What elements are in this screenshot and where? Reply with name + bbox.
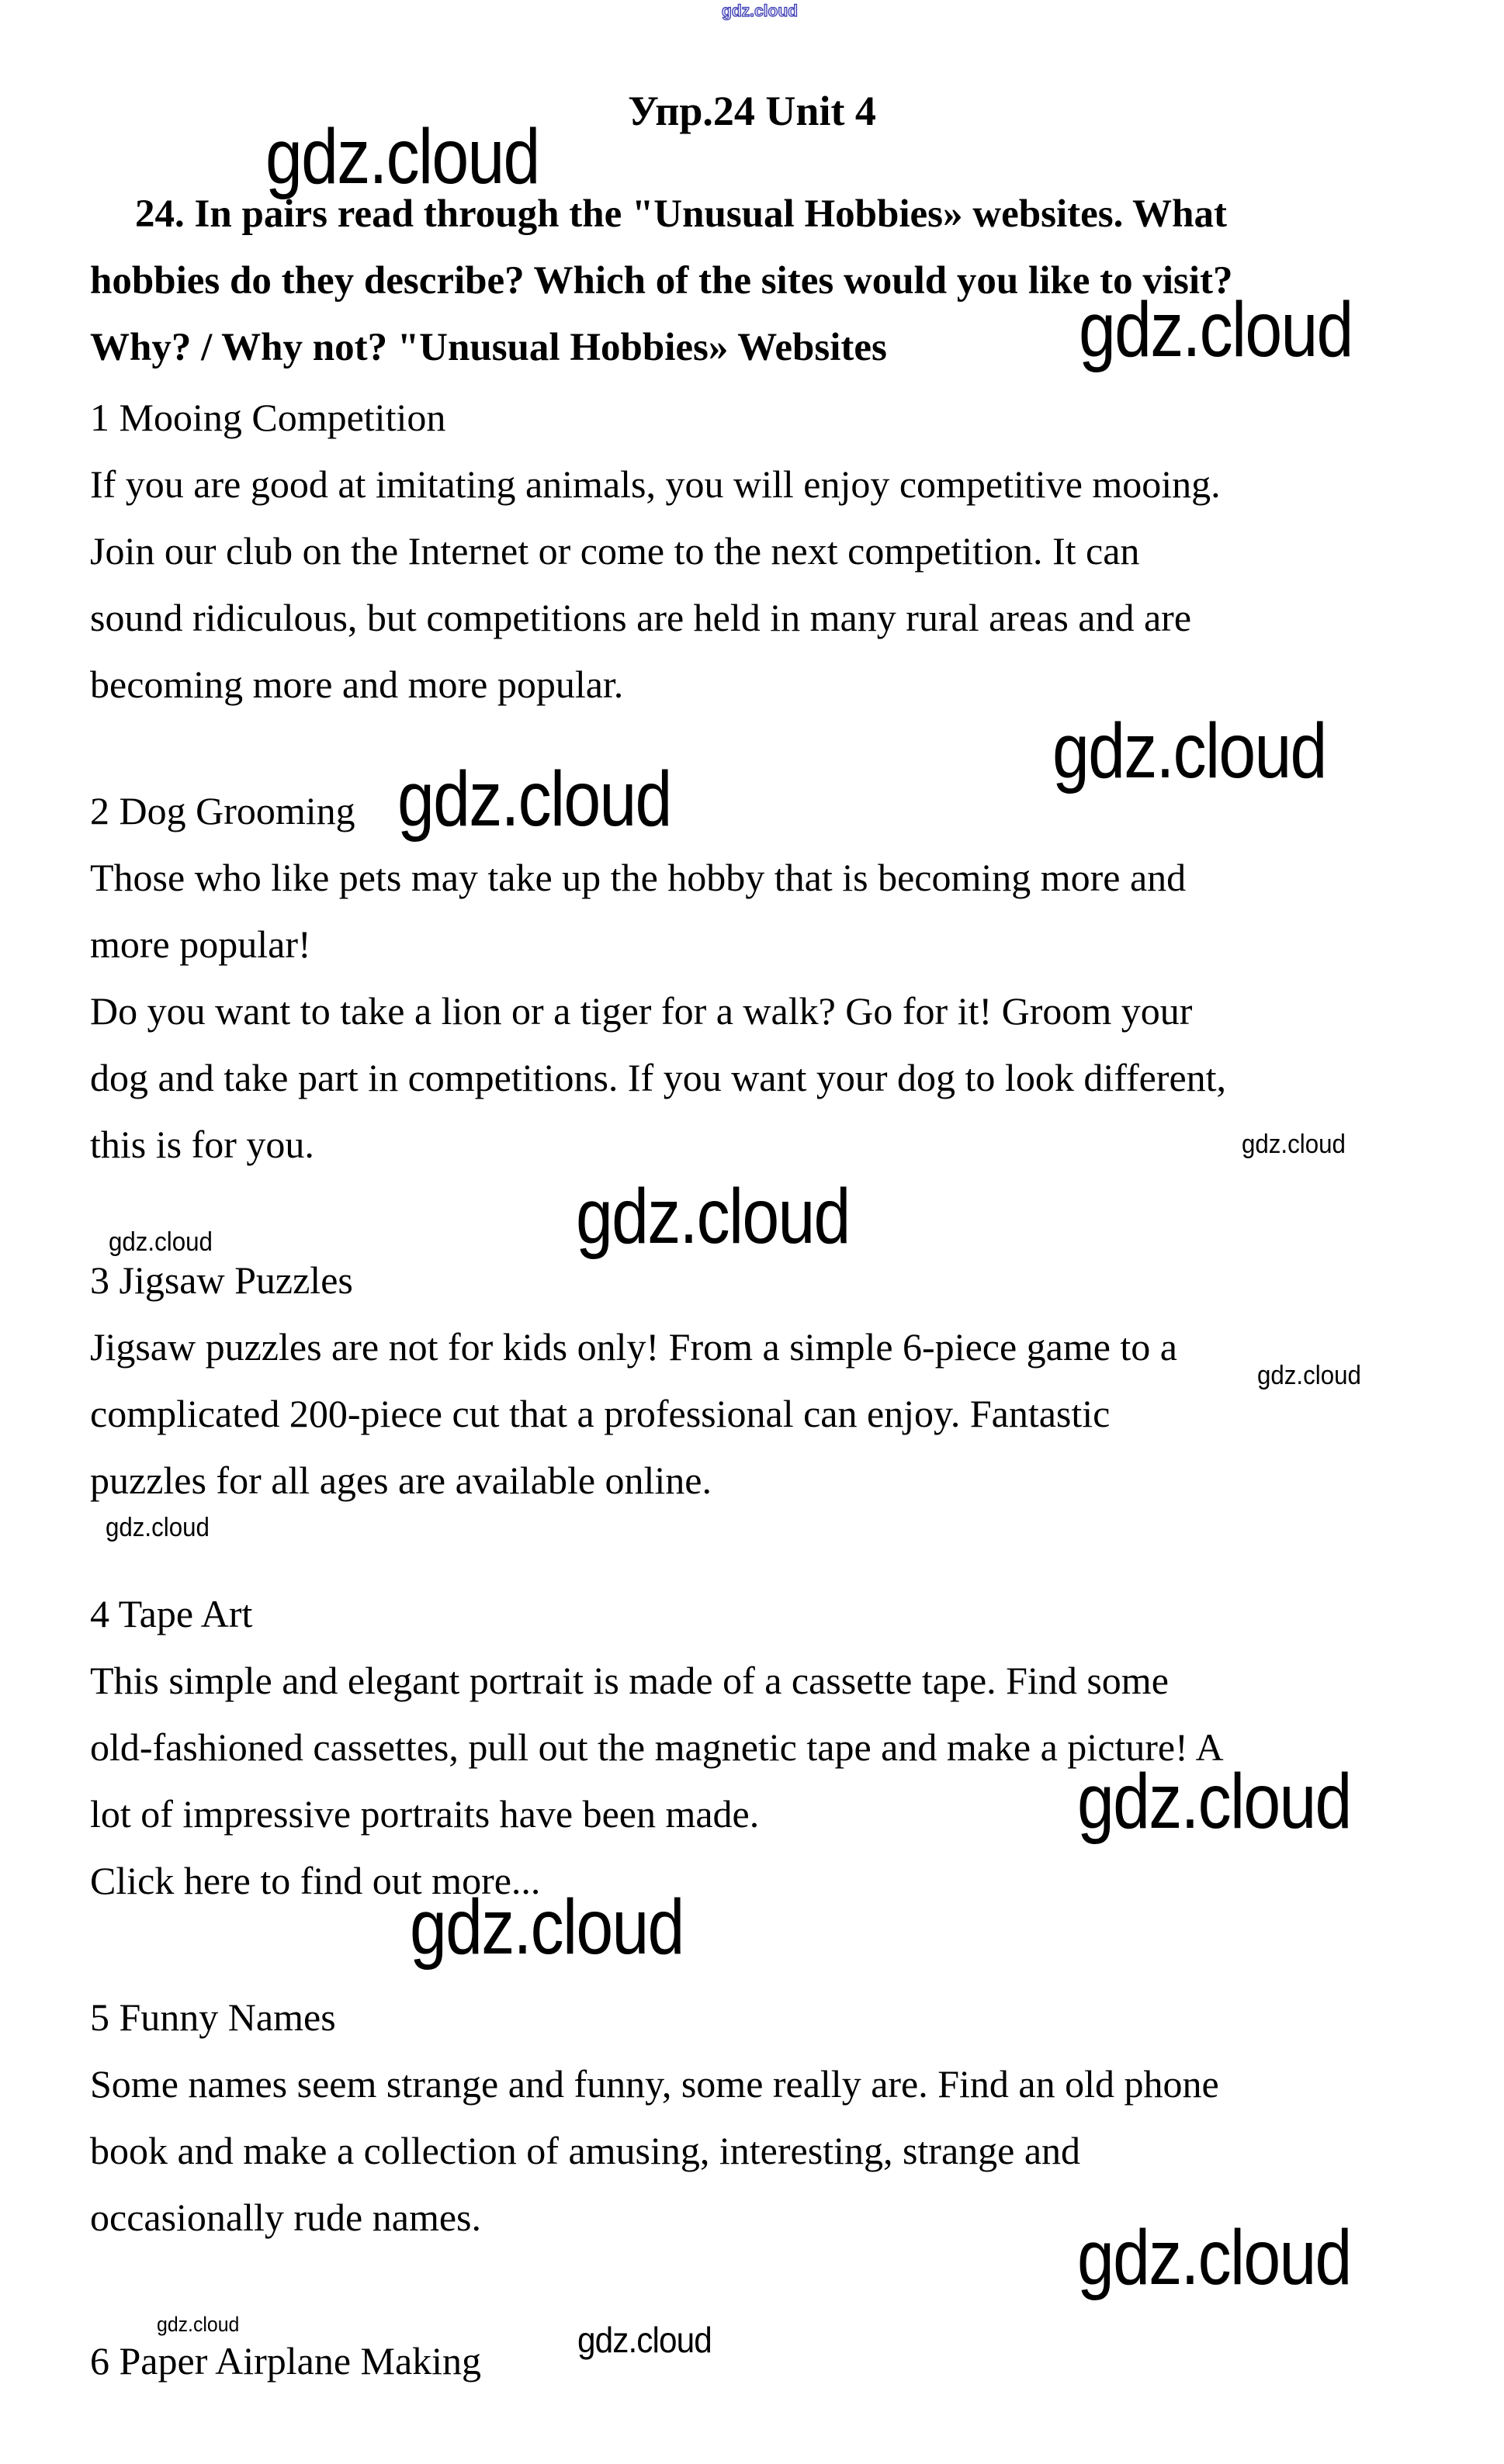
section-tape-art [90, 1580, 1224, 1914]
watermark-gdz-cloud: gdz.cloud [1077, 1758, 1351, 1845]
section-body [90, 2050, 1219, 2251]
exercise-instructions [90, 181, 1233, 381]
section-heading: 1 Mooing Competition [90, 396, 446, 439]
section-heading: 2 Dog Grooming [90, 789, 355, 832]
text-line: Click here to find out more... [90, 1859, 541, 1902]
section-paper-airplane-making [90, 2327, 481, 2394]
watermark-gdz-cloud: gdz.cloud [576, 1173, 850, 1260]
section-heading: 6 Paper Airplane Making [90, 2339, 482, 2383]
text-line: Some names seem strange and funny, some really are. Find an old phone [90, 2062, 1219, 2106]
section-mooing-competition [90, 384, 1221, 718]
text-line: sound ridiculous, but competitions are held in many rural areas and are [90, 596, 1192, 639]
watermark-gdz-cloud: gdz.cloud [109, 1227, 213, 1257]
text-line: This simple and elegant portrait is made of a cassette tape. Find some [90, 1659, 1169, 1702]
watermark-gdz-cloud: gdz.cloud [410, 1884, 684, 1971]
watermark-gdz-cloud: gdz.cloud [106, 1513, 210, 1542]
section-body [90, 844, 1226, 1178]
text-line: occasionally rude names. [90, 2196, 481, 2239]
text-line: hobbies do they describe? Which of the sites would you like to visit? [90, 259, 1233, 303]
section-body [90, 451, 1221, 718]
text-line: Jigsaw puzzles are not for kids only! From a simple 6-piece game to a [90, 1325, 1178, 1369]
text-line: lot of impressive portraits have been made. [90, 1792, 760, 1836]
text-line: Why? / Why not? "Unusual Hobbies» Websites [90, 326, 887, 369]
text-line: this is for you. [90, 1123, 314, 1166]
section-heading: 5 Funny Names [90, 1995, 336, 2039]
text-line: book and make a collection of amusing, interesting, strange and [90, 2129, 1081, 2172]
section-jigsaw-puzzles [90, 1247, 1177, 1514]
watermark-gdz-cloud: gdz.cloud [397, 756, 671, 843]
text-line: dog and take part in competitions. If you want your dog to look different, [90, 1056, 1227, 1099]
text-line: Do you want to take a lion or a tiger for a walk? Go for it! Groom your [90, 989, 1193, 1033]
text-line: complicated 200-piece cut that a professional can enjoy. Fantastic [90, 1392, 1111, 1435]
watermark-gdz-cloud: gdz.cloud [265, 113, 539, 200]
text-line: old-fashioned cassettes, pull out the magnetic tape and make a picture! A [90, 1725, 1224, 1769]
text-line: If you are good at imitating animals, you will enjoy competitive mooing. [90, 462, 1221, 506]
watermark-gdz-cloud: gdz.cloud [1242, 1130, 1346, 1159]
watermark-gdz-cloud: gdz.cloud [1079, 286, 1353, 373]
text-line: becoming more and more popular. [90, 663, 624, 706]
text-line: Join our club on the Internet or come to the next competition. It can [90, 529, 1140, 573]
section-body [90, 1647, 1224, 1914]
text-line: 24. In pairs read through the "Unusual Hobbies» websites. What [135, 192, 1228, 236]
watermark-gdz-cloud: gdz.cloud [1077, 2214, 1351, 2301]
watermark-gdz-cloud: gdz.cloud [577, 2320, 712, 2360]
watermark-gdz-cloud: gdz.cloud [1257, 1361, 1361, 1390]
watermark-gdz-cloud-outline: gdz.cloud [722, 2, 798, 20]
section-body [90, 1313, 1177, 1514]
text-line: Those who like pets may take up the hobby that is becoming more and [90, 856, 1187, 899]
section-funny-names [90, 1984, 1219, 2251]
text-line: more popular! [90, 922, 311, 966]
watermark-gdz-cloud: gdz.cloud [1052, 708, 1326, 794]
page-title: Упр.24 Unit 4 [628, 88, 876, 134]
watermark-gdz-cloud: gdz.cloud [157, 2313, 240, 2336]
section-heading: 4 Tape Art [90, 1592, 253, 1635]
section-heading: 3 Jigsaw Puzzles [90, 1258, 353, 1302]
text-line: puzzles for all ages are available online. [90, 1459, 712, 1502]
section-dog-grooming [90, 777, 1226, 1178]
